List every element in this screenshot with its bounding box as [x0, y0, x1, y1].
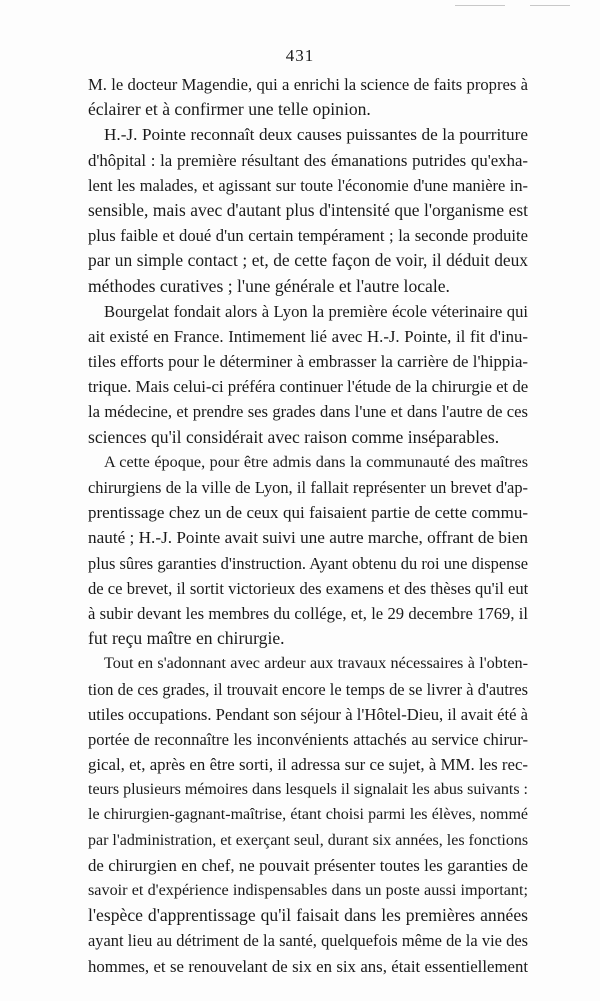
- text-line: teurs plusieurs mémoires dans lesquels il signalait les abus suivants :: [88, 781, 528, 799]
- text-line: méthodes curatives ; l'une générale et l'autre locale.: [88, 275, 450, 296]
- text-line: lent les malades, et agissant sur toute l'économie d'une manière in-: [88, 175, 528, 195]
- text-line: sensible, mais avec d'autant plus d'intensité que l'organisme est: [88, 199, 528, 220]
- text-line: Bourgelat fondait alors à Lyon la première école véterinaire qui: [104, 301, 528, 321]
- top-edge-mark: [455, 5, 505, 6]
- text-line: tion de ces grades, il trouvait encore le temps de se livrer à d'autres: [88, 679, 528, 699]
- body-text: [88, 72, 528, 979]
- text-line: Tout en s'adonnant avec ardeur aux travaux nécessaires à l'obten-: [104, 654, 528, 673]
- text-line: de ce brevet, il sortit victorieux des examens et des thèses qu'il eut: [88, 578, 528, 598]
- text-line: trique. Mais celui-ci préféra continuer l'étude de la chirurgie et de: [88, 377, 528, 397]
- text-line: ait existé en France. Intimement lié avec H.-J. Pointe, il fit d'inu-: [88, 326, 528, 346]
- text-line: l'espèce d'apprentissage qu'il faisait dans les premières années: [88, 905, 528, 926]
- text-line: plus sûres garanties d'instruction. Ayant obtenu du roi une dispense: [88, 553, 528, 573]
- text-line: tiles efforts pour le déterminer à embrasser la carrière de l'hippia-: [88, 352, 528, 372]
- text-line: plus faible et doué d'un certain tempérament ; la seconde produite: [88, 226, 528, 246]
- text-line: à subir devant les membres du collége, et, le 29 decembre 1769, il: [88, 603, 528, 623]
- text-line: par un simple contact ; et, de cette façon de voir, il déduit deux: [88, 250, 528, 271]
- text-line: hommes, et se renouvelant de six en six ans, était essentiellement: [88, 956, 528, 976]
- text-line: la médecine, et prendre ses grades dans l'une et dans l'autre de ces: [88, 402, 528, 422]
- text-line: d'hôpital : la première résultant des émanations putrides qu'exha-: [88, 150, 528, 170]
- text-line: savoir et d'expérience indispensables dans un poste aussi important;: [88, 881, 528, 899]
- text-line: chirurgiens de la ville de Lyon, il fallait représenter un brevet d'ap-: [88, 478, 528, 497]
- text-line: H.-J. Pointe reconnaît deux causes puissantes de la pourriture: [104, 125, 528, 145]
- text-line: sciences qu'il considérait avec raison comme inséparables.: [88, 426, 500, 447]
- text-line: ayant lieu au détriment de la santé, quelquefois même de la vie des: [88, 931, 528, 951]
- text-line: le chirurgien-gagnant-maîtrise, étant choisi parmi les élèves, nommé: [88, 806, 528, 824]
- page-number: 431: [285, 46, 315, 65]
- text-line: M. le docteur Magendie, qui a enrichi la science de faits propres à: [88, 75, 528, 94]
- top-edge-mark: [530, 5, 570, 6]
- text-line: portée de reconnaître les inconvénients attachés au service chirur-: [88, 729, 528, 749]
- text-line: A cette époque, pour être admis dans la communauté des maîtres: [104, 452, 528, 471]
- text-line: éclairer et à confirmer une telle opinion.: [88, 99, 371, 120]
- text-line: de chirurgien en chef, ne pouvait présenter toutes les garanties de: [88, 855, 528, 875]
- text-line: nauté ; H.-J. Pointe avait suivi une autre marche, offrant de bien: [88, 528, 528, 548]
- text-line: prentissage chez un de ceux qui faisaient partie de cette commu-: [88, 503, 528, 523]
- text-line: gical, et, après en être sorti, il adressa sur ce sujet, à MM. les rec-: [88, 755, 528, 775]
- text-line: fut reçu maître en chirurgie.: [88, 628, 285, 649]
- text-line: utiles occupations. Pendant son séjour à l'Hôtel-Dieu, il avait été à: [88, 704, 528, 724]
- text-line: par l'administration, et exerçant seul, durant six années, les fonctions: [88, 831, 528, 849]
